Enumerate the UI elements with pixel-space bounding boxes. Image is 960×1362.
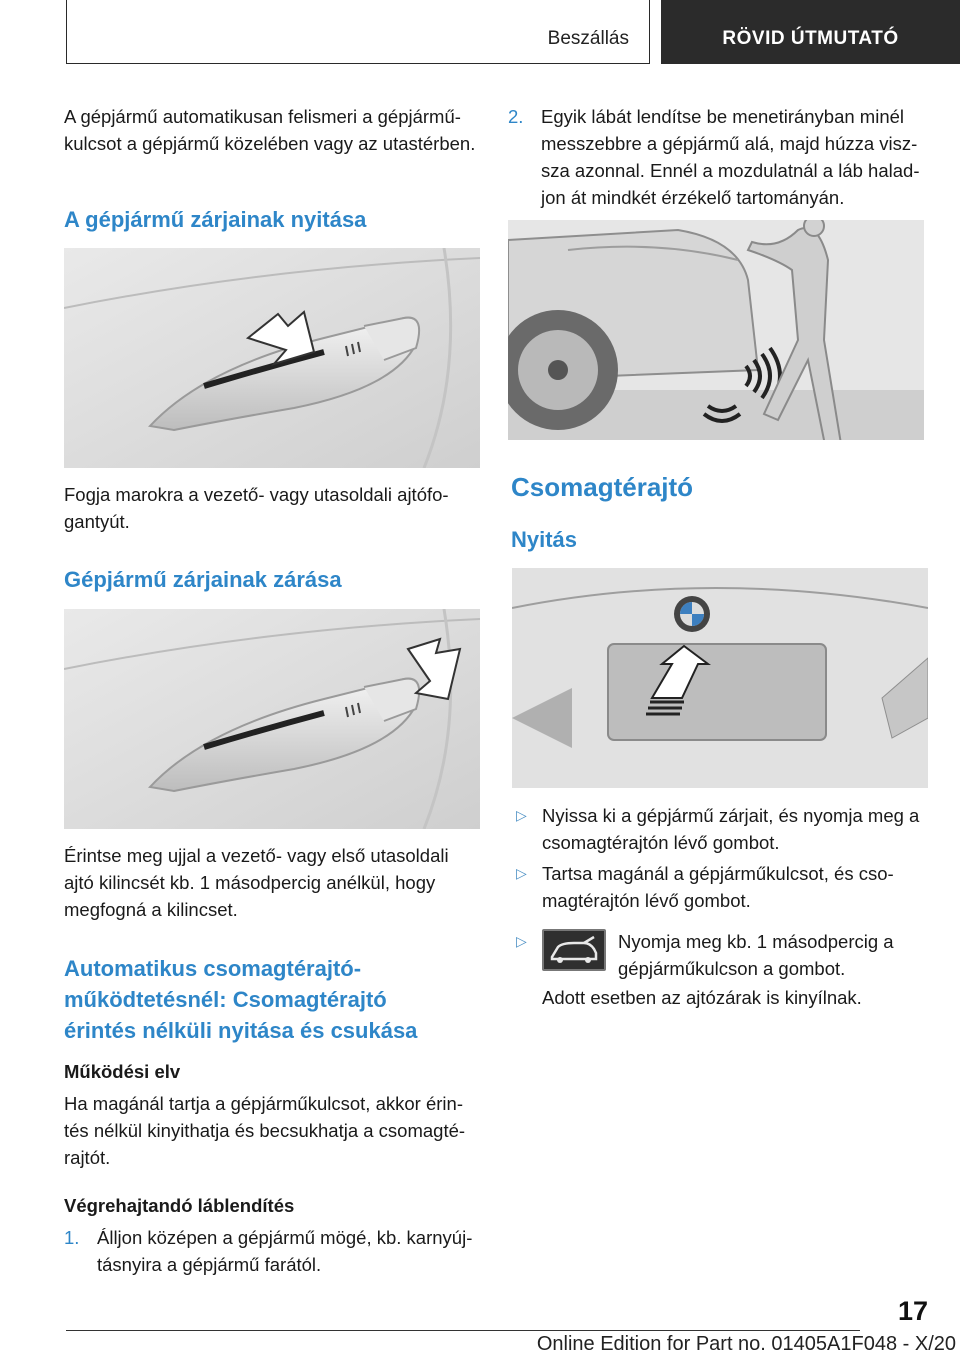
header-section-title: Beszállás xyxy=(547,28,629,49)
bullet-item-1 xyxy=(512,802,928,856)
trunk-heading: Csomagtérajtó xyxy=(511,472,694,502)
bullet-1-text: Nyissa ki a gépjármű zárjait, és nyomja meg a csomagtérajtón lévő gombot. xyxy=(542,805,920,853)
bullet-item-2 xyxy=(512,860,928,914)
step-2-text: Egyik lábát lendítse be menetirányban minél messzebbre a gépjármű alá, majd húzza viszsza azonnal. Ennél a mozdulatnál a láb haladjon át mindkét érzékelő tartományán. xyxy=(541,106,920,208)
header-chapter-title: RÖVID ÚTMUTATÓ xyxy=(722,28,899,49)
door-handle-lock-illustration xyxy=(64,609,480,829)
bullet-item-3 xyxy=(512,928,928,982)
remark-text: Adott esetben az ajtózárak is kinyílnak. xyxy=(542,987,862,1008)
bullet-3-text: Nyomja meg kb. 1 másodpercig a gépjárműkulcson a gombot. xyxy=(618,931,894,979)
tailgate-button-illustration xyxy=(512,568,928,788)
lock-description: Érintse meg ujjal a vezető- vagy első utasoldali ajtó kilincsét kb. 1 másodpercig anélkül, hogy megfogná a kilincset. xyxy=(64,845,449,920)
header-section-box xyxy=(66,0,650,64)
lock-heading: Gépjármű zárjainak zárása xyxy=(64,567,342,592)
open-heading: Nyitás xyxy=(511,527,578,552)
key-tailgate-button-icon xyxy=(542,929,606,971)
header-chapter-box xyxy=(661,0,960,64)
door-handle-unlock-illustration xyxy=(64,248,480,468)
step-1-text: Álljon középen a gépjármű mögé, kb. karnyújtásnyira a gépjármű farától. xyxy=(97,1227,473,1275)
footer-divider xyxy=(66,1330,860,1331)
unlock-heading: A gépjármű zárjainak nyitása xyxy=(64,207,367,232)
tailgate-button-image xyxy=(512,568,928,788)
kick-gesture-illustration xyxy=(508,220,924,440)
kick-gesture-image xyxy=(508,220,924,440)
door-handle-unlock-image xyxy=(64,248,480,468)
intro-paragraph: A gépjármű automatikusan felismeri a gépjárműkulcsot a gépjármű közelében vagy az utastérben. xyxy=(64,106,476,154)
car-trunk-icon xyxy=(544,931,604,969)
principle-description: Ha magánál tartja a gépjárműkulcsot, akkor érintés nélkül kinyithatja és becsukhatja a csomagtérajtót. xyxy=(64,1093,466,1168)
footer-edition: Online Edition for Part no. 01405A1F048 - X/20 xyxy=(536,1333,956,1355)
bullet-3-marker: ▷ xyxy=(516,933,527,949)
kick-heading: Végrehajtandó láblendítés xyxy=(64,1195,295,1216)
bullet-2-text: Tartsa magánál a gépjárműkulcsot, és csomagtérajtón lévő gombot. xyxy=(542,863,894,911)
step-2 xyxy=(508,103,928,211)
bullet-1-marker: ▷ xyxy=(516,807,527,823)
page-number: 17 xyxy=(897,1296,928,1326)
step-2-number: 2. xyxy=(508,106,524,127)
step-1-number: 1. xyxy=(64,1227,80,1248)
bullet-2-marker: ▷ xyxy=(516,865,527,881)
principle-heading: Működési elv xyxy=(64,1061,181,1082)
unlock-description: Fogja marokra a vezető- vagy utasoldali ajtófogantyút. xyxy=(64,484,449,532)
step-1 xyxy=(64,1224,480,1278)
auto-tailgate-heading: Automatikus csomagtérajtó-működtetésnél: Csomagtérajtó érintés nélküli nyitása és csukása xyxy=(64,956,418,1043)
door-handle-lock-image xyxy=(64,609,480,829)
